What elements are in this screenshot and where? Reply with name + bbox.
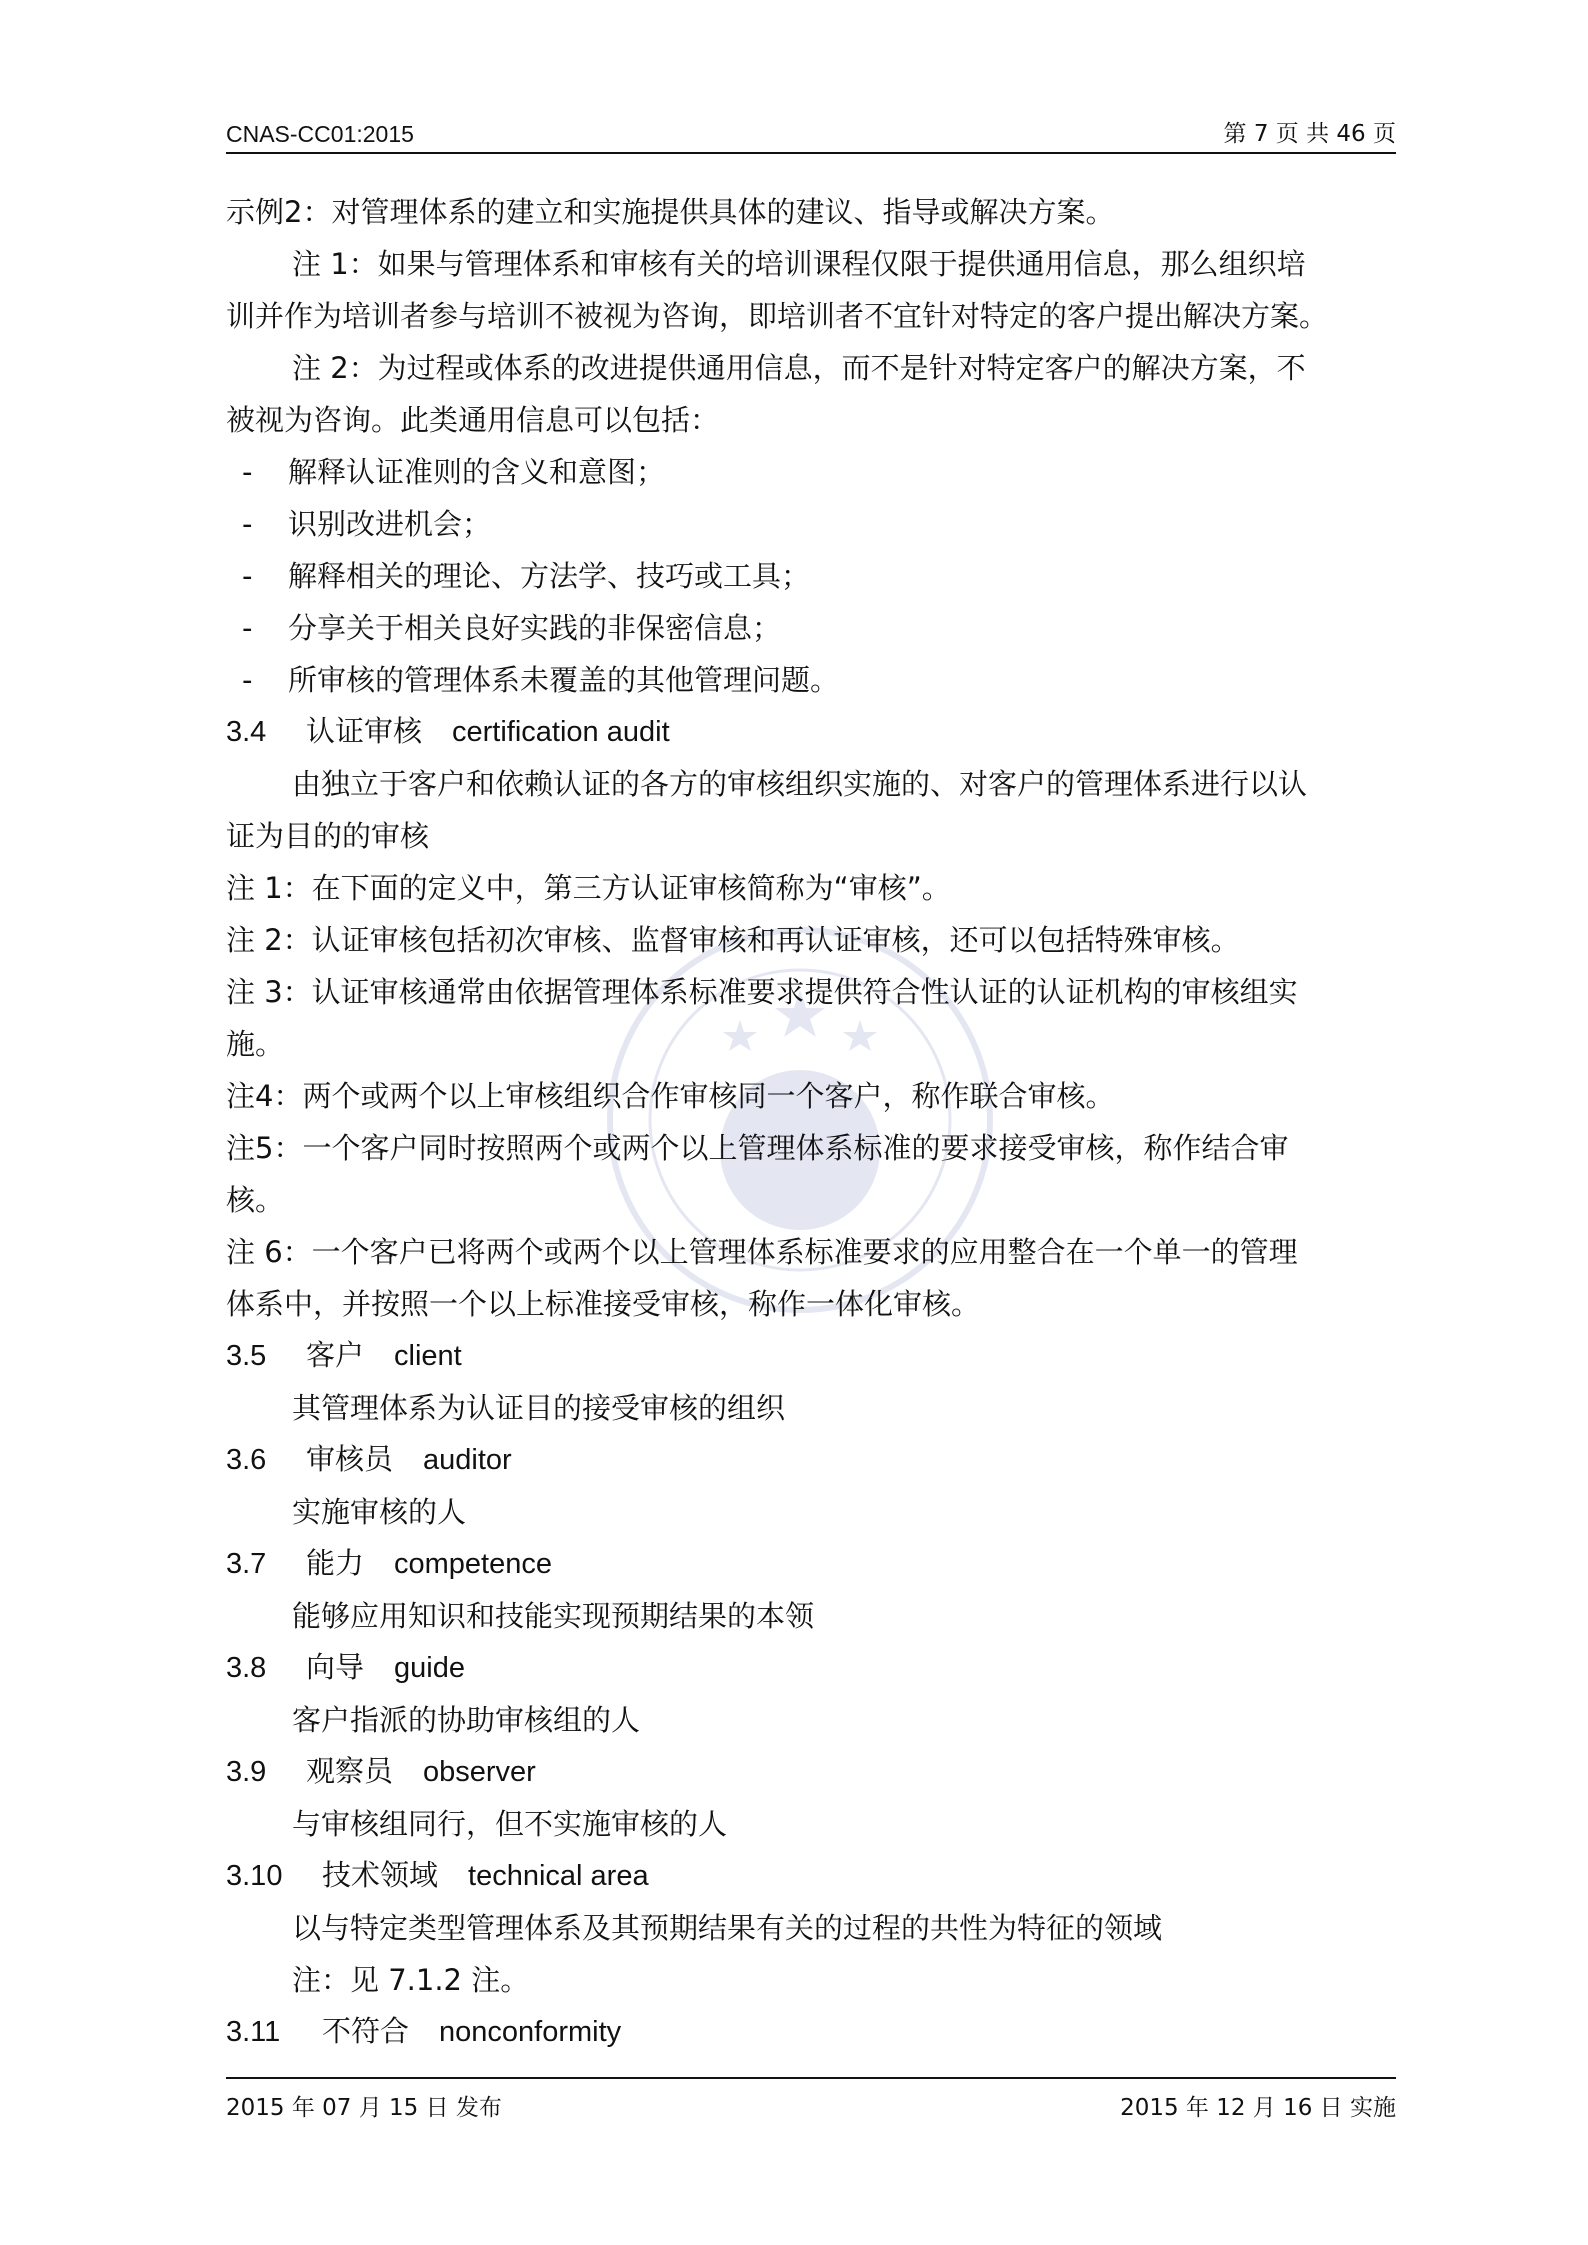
term-number: 3.4 — [226, 716, 267, 748]
note-3-4-6-line-2: 体系中，并按照一个以上标准接受审核，称作一体化审核。 — [226, 1287, 981, 1321]
term-chinese: 能力 — [306, 1548, 365, 1580]
bullet-dash: - — [242, 455, 253, 489]
term-english: guide — [394, 1652, 465, 1684]
page-header — [226, 112, 1396, 154]
list-item-text: 分享关于相关良好实践的非保密信息； — [288, 611, 782, 645]
list-item-text: 解释认证准则的含义和意图； — [288, 455, 666, 489]
page-footer — [226, 2077, 1396, 2122]
term-chinese: 观察员 — [306, 1756, 394, 1788]
note-3-4-5-line-2: 核。 — [226, 1183, 285, 1217]
bullet-dash: - — [242, 611, 253, 645]
term-english: client — [394, 1340, 462, 1372]
note-3-4-4: 注4：两个或两个以上审核组织合作审核同一个客户，称作联合审核。 — [226, 1079, 1115, 1113]
term-english: competence — [394, 1548, 553, 1580]
term-chinese: 不符合 — [322, 2016, 410, 2048]
term-english: certification audit — [452, 716, 670, 748]
term-number: 3.11 — [226, 2016, 281, 2048]
definition-3-4-line-2: 证为目的的审核 — [226, 819, 430, 853]
term-number: 3.5 — [226, 1340, 267, 1372]
note-2-line-2: 被视为咨询。此类通用信息可以包括： — [226, 403, 720, 437]
term-english: observer — [423, 1756, 536, 1788]
definition-3-6: 实施审核的人 — [292, 1495, 467, 1529]
note-3-4-3-line-1: 注 3：认证审核通常由依据管理体系标准要求提供符合性认证的认证机构的审核组实 — [226, 975, 1298, 1009]
example-2: 示例2：对管理体系的建立和实施提供具体的建议、指导或解决方案。 — [226, 195, 1115, 229]
term-chinese: 向导 — [306, 1652, 365, 1684]
term-3-6 — [226, 1434, 1396, 1486]
list-item — [226, 602, 1396, 654]
term-3-5 — [226, 1330, 1396, 1382]
definition-3-8: 客户指派的协助审核组的人 — [292, 1703, 641, 1737]
bullet-dash: - — [242, 559, 253, 593]
term-english: auditor — [423, 1444, 512, 1476]
list-item-text: 所审核的管理体系未覆盖的其他管理问题。 — [288, 663, 840, 697]
term-number: 3.10 — [226, 1860, 283, 1892]
bullet-dash: - — [242, 507, 253, 541]
term-number: 3.7 — [226, 1548, 267, 1580]
term-chinese: 客户 — [306, 1340, 365, 1372]
definition-3-5: 其管理体系为认证目的接受审核的组织 — [292, 1391, 786, 1425]
note-3-4-6-line-1: 注 6：一个客户已将两个或两个以上管理体系标准要求的应用整合在一个单一的管理 — [226, 1235, 1298, 1269]
term-number: 3.9 — [226, 1756, 267, 1788]
definition-3-9: 与审核组同行，但不实施审核的人 — [292, 1807, 728, 1841]
term-3-11 — [226, 2006, 1396, 2058]
term-number: 3.8 — [226, 1652, 267, 1684]
note-3-10: 注：见 7.1.2 注。 — [292, 1963, 530, 1997]
list-item-text: 识别改进机会； — [288, 507, 492, 541]
list-item-text: 解释相关的理论、方法学、技巧或工具； — [288, 559, 811, 593]
list-item — [226, 550, 1396, 602]
standard-code: CNAS-CC01:2015 — [226, 121, 414, 147]
note-3-4-3-line-2: 施。 — [226, 1027, 285, 1061]
term-3-9 — [226, 1746, 1396, 1798]
term-3-4 — [226, 706, 1396, 758]
definition-3-7: 能够应用知识和技能实现预期结果的本领 — [292, 1599, 815, 1633]
list-item — [226, 498, 1396, 550]
page-number: 第 7 页 共 46 页 — [1223, 121, 1396, 147]
term-3-10 — [226, 1850, 1396, 1902]
term-english: nonconformity — [439, 2016, 622, 2048]
term-english: technical area — [468, 1860, 649, 1892]
note-3-4-5-line-1: 注5：一个客户同时按照两个或两个以上管理体系标准的要求接受审核，称作结合审 — [226, 1131, 1289, 1165]
bullet-dash: - — [242, 663, 253, 697]
list-item — [226, 446, 1396, 498]
note-3-4-2: 注 2：认证审核包括初次审核、监督审核和再认证审核，还可以包括特殊审核。 — [226, 923, 1240, 957]
definition-3-4-line-1: 由独立于客户和依赖认证的各方的审核组织实施的、对客户的管理体系进行以认 — [292, 767, 1308, 801]
document-body — [226, 186, 1396, 2058]
term-3-8 — [226, 1642, 1396, 1694]
note-1-line-1: 注 1：如果与管理体系和审核有关的培训课程仅限于提供通用信息，那么组织培 — [292, 247, 1306, 281]
publish-date: 2015 年 07 月 15 日 发布 — [226, 2095, 502, 2121]
term-3-7 — [226, 1538, 1396, 1590]
note-2-line-1: 注 2：为过程或体系的改进提供通用信息，而不是针对特定客户的解决方案，不 — [292, 351, 1306, 385]
list-item — [226, 654, 1396, 706]
term-chinese: 技术领域 — [322, 1860, 439, 1892]
term-chinese: 审核员 — [306, 1444, 394, 1476]
term-number: 3.6 — [226, 1444, 267, 1476]
effective-date: 2015 年 12 月 16 日 实施 — [1120, 2095, 1396, 2121]
note-3-4-1: 注 1：在下面的定义中，第三方认证审核简称为“审核”。 — [226, 871, 951, 905]
definition-3-10: 以与特定类型管理体系及其预期结果有关的过程的共性为特征的领域 — [292, 1911, 1163, 1945]
note-1-line-2: 训并作为培训者参与培训不被视为咨询，即培训者不宜针对特定的客户提出解决方案。 — [226, 299, 1329, 333]
term-chinese: 认证审核 — [306, 716, 423, 748]
